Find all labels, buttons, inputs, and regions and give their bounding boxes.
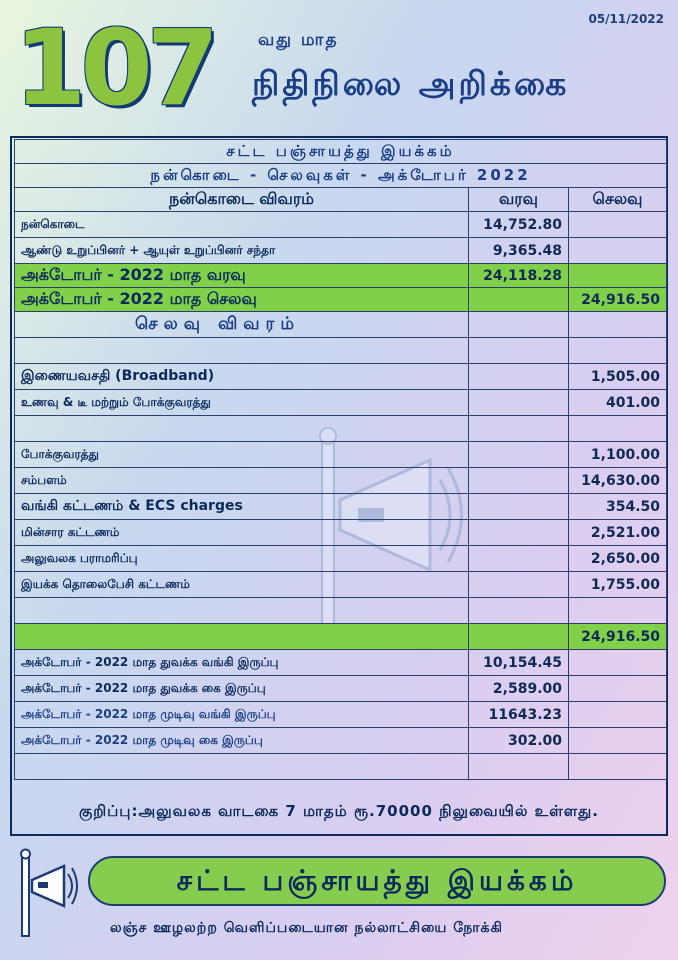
finance-table-frame — [10, 136, 668, 836]
report-subtitle-small: வது மாத — [258, 30, 339, 50]
report-period-title: நன்கொடை - செலவுகள் - அக்டோபர் 2022 — [15, 164, 667, 188]
org-title: சட்ட பஞ்சாயத்து இயக்கம் — [15, 140, 667, 164]
table-row: அக்டோபர் - 2022 மாத முடிவு வங்கி இருப்பு 11643.23 — [15, 702, 667, 728]
column-header-expense: செலவு — [569, 188, 667, 212]
table-row: அக்டோபர் - 2022 மாத முடிவு கை இருப்பு 302.00 — [15, 728, 667, 754]
table-note: குறிப்பு:அலுவலக வாடகை 7 மாதம் ரூ.70000 நிலுவையில் உள்ளது. — [78, 802, 600, 820]
table-row: ஆண்டு உறுப்பினர் + ஆயுள் உறுப்பினர் சந்தா 9,365.48 — [15, 238, 667, 264]
megaphone-logo-icon — [12, 846, 82, 938]
table-row: அலுவலக பராமரிப்பு 2,650.00 — [15, 546, 667, 572]
report-title: நிதிநிலை அறிக்கை — [252, 64, 570, 103]
table-row: வங்கி கட்டணம் & ECS charges 354.50 — [15, 494, 667, 520]
table-row: நன்கொடை 14,752.80 — [15, 212, 667, 238]
total-income-row: அக்டோபர் - 2022 மாத வரவு 24,118.28 — [15, 264, 667, 288]
table-row: இயக்க தொலைபேசி கட்டணம் 1,755.00 — [15, 572, 667, 598]
report-number: 107 — [14, 7, 214, 129]
report-date: 05/11/2022 — [588, 12, 664, 26]
table-row: அக்டோபர் - 2022 மாத துவக்க வங்கி இருப்பு 10,154.45 — [15, 650, 667, 676]
org-tagline: லஞ்ச ஊழலற்ற வெளிப்படையான நல்லாட்சியை நோக்கி — [110, 920, 503, 936]
finance-table — [14, 139, 667, 780]
table-row: அக்டோபர் - 2022 மாத துவக்க கை இருப்பு 2,589.00 — [15, 676, 667, 702]
expense-section-header: செலவு விவரம் — [15, 312, 667, 338]
total-expense-row: அக்டோபர் - 2022 மாத செலவு 24,916.50 — [15, 288, 667, 312]
table-row: மின்சார கட்டணம் 2,521.00 — [15, 520, 667, 546]
table-row: சம்பளம் 14,630.00 — [15, 468, 667, 494]
table-row: போக்குவரத்து 1,100.00 — [15, 442, 667, 468]
column-header-description: நன்கொடை விவரம் — [15, 188, 469, 212]
expense-sum-row: 24,916.50 — [15, 624, 667, 650]
table-row: உணவு & டீ மற்றும் போக்குவரத்து 401.00 — [15, 390, 667, 416]
table-row: இணையவசதி (Broadband) 1,505.00 — [15, 364, 667, 390]
org-banner: சட்ட பஞ்சாயத்து இயக்கம் — [88, 856, 666, 906]
column-header-income: வரவு — [469, 188, 569, 212]
